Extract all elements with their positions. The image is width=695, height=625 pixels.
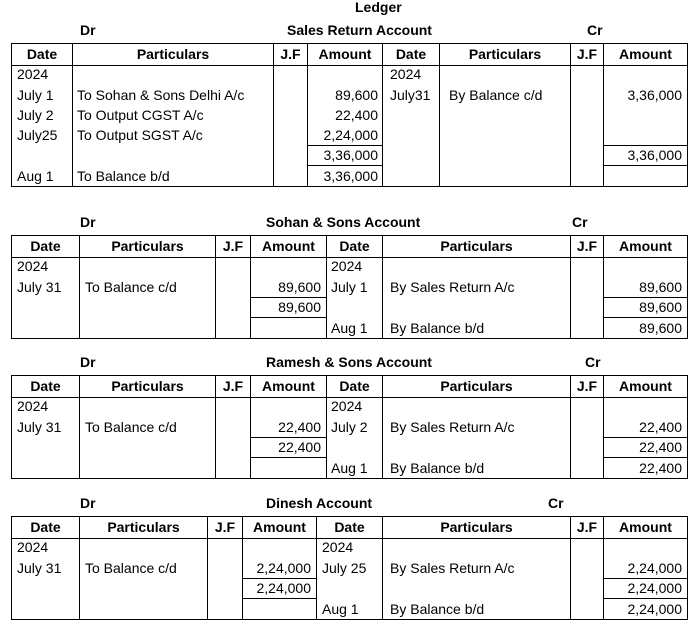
entry-particulars: By Balance b/d <box>390 460 485 476</box>
entry-particulars: By Sales Return A/c <box>390 419 515 435</box>
entry-date: July 1 <box>331 279 368 295</box>
entry-particulars: To Balance c/d <box>85 560 177 576</box>
debit-total: 2,24,000 <box>256 580 311 596</box>
dr-label: Dr <box>80 354 96 370</box>
year-cell: 2024 <box>17 66 49 82</box>
entry-amount: 2,24,000 <box>627 601 682 617</box>
header-amount: Amount <box>619 238 672 254</box>
cr-label: Cr <box>548 495 564 511</box>
header-amount: Amount <box>619 46 672 62</box>
entry-particulars: By Sales Return A/c <box>390 279 515 295</box>
entry-date: Aug 1 <box>331 460 368 476</box>
entry-date: July 2 <box>331 419 368 435</box>
year-cell: 2024 <box>331 398 363 414</box>
dr-label: Dr <box>80 214 96 230</box>
account-title: Ramesh & Sons Account <box>266 354 432 370</box>
account-title: Dinesh Account <box>266 495 373 511</box>
entry-particulars: To Sohan & Sons Delhi A/c <box>77 87 245 103</box>
header-particulars: Particulars <box>440 378 513 394</box>
year-cell: 2024 <box>390 66 422 82</box>
entry-date: July31 <box>390 87 431 103</box>
header-particulars: Particulars <box>136 46 210 62</box>
entry-amount: 89,600 <box>639 279 682 295</box>
entry-particulars: By Balance c/d <box>449 87 543 103</box>
header-particulars: Particulars <box>107 519 180 535</box>
entry-particulars: To Balance c/d <box>85 419 177 435</box>
entry-date: Aug 1 <box>17 168 54 184</box>
debit-total: 89,600 <box>278 299 321 315</box>
credit-total: 3,36,000 <box>627 147 682 163</box>
entry-date: July 31 <box>17 279 62 295</box>
header-jf: J.F <box>576 46 598 62</box>
entry-date: July 2 <box>17 107 54 123</box>
header-amount: Amount <box>619 378 672 394</box>
header-date: Date <box>339 238 370 254</box>
year-cell: 2024 <box>17 258 49 274</box>
header-amount: Amount <box>619 519 672 535</box>
entry-amount: 2,24,000 <box>323 127 378 143</box>
header-particulars: Particulars <box>440 519 513 535</box>
entry-particulars: By Balance b/d <box>390 601 485 617</box>
dr-label: Dr <box>80 22 96 38</box>
entry-amount: 22,400 <box>335 107 378 123</box>
header-date: Date <box>395 46 427 62</box>
page-title: Ledger <box>355 0 402 15</box>
header-amount: Amount <box>262 238 315 254</box>
entry-amount: 2,24,000 <box>256 560 311 576</box>
entry-amount: 22,400 <box>278 419 321 435</box>
header-jf: J.F <box>222 238 244 254</box>
header-date: Date <box>26 46 58 62</box>
entry-particulars: To Balance c/d <box>85 279 177 295</box>
header-jf: J.F <box>576 378 598 394</box>
year-cell: 2024 <box>322 539 354 555</box>
entry-amount: 3,36,000 <box>627 87 682 103</box>
entry-date: July 31 <box>17 560 62 576</box>
entry-amount: 89,600 <box>278 279 321 295</box>
entry-particulars: To Output CGST A/c <box>77 107 204 123</box>
entry-amount: 3,36,000 <box>323 168 378 184</box>
entry-date: July 25 <box>322 560 367 576</box>
header-particulars: Particulars <box>468 46 542 62</box>
entry-particulars: By Balance b/d <box>390 320 485 336</box>
header-date: Date <box>30 519 61 535</box>
entry-date: July25 <box>17 127 58 143</box>
entry-date: July 1 <box>17 87 54 103</box>
entry-date: Aug 1 <box>322 601 359 617</box>
entry-amount: 22,400 <box>639 460 682 476</box>
credit-total: 22,400 <box>639 439 682 455</box>
header-particulars: Particulars <box>111 238 184 254</box>
header-date: Date <box>30 238 61 254</box>
entry-amount: 89,600 <box>639 320 682 336</box>
debit-total: 3,36,000 <box>323 147 378 163</box>
credit-total: 2,24,000 <box>627 580 682 596</box>
header-date: Date <box>30 378 61 394</box>
header-jf: J.F <box>214 519 236 535</box>
header-particulars: Particulars <box>111 378 184 394</box>
entry-particulars: To Balance b/d <box>77 168 170 184</box>
header-date: Date <box>334 519 365 535</box>
entry-particulars: By Sales Return A/c <box>390 560 515 576</box>
account-title: Sohan & Sons Account <box>266 214 421 230</box>
header-amount: Amount <box>318 46 372 62</box>
header-amount: Amount <box>262 378 315 394</box>
header-date: Date <box>339 378 370 394</box>
entry-date: July 31 <box>17 419 62 435</box>
header-amount: Amount <box>253 519 306 535</box>
credit-total: 89,600 <box>639 299 682 315</box>
dr-label: Dr <box>80 495 96 511</box>
cr-label: Cr <box>587 22 603 38</box>
cr-label: Cr <box>572 214 588 230</box>
header-particulars: Particulars <box>440 238 513 254</box>
header-jf: J.F <box>280 46 301 62</box>
entry-particulars: To Output SGST A/c <box>77 127 203 143</box>
entry-date: Aug 1 <box>331 320 368 336</box>
header-jf: J.F <box>576 519 598 535</box>
header-jf: J.F <box>222 378 244 394</box>
year-cell: 2024 <box>331 258 363 274</box>
entry-amount: 22,400 <box>639 419 682 435</box>
year-cell: 2024 <box>17 539 49 555</box>
entry-amount: 89,600 <box>335 87 378 103</box>
account-title: Sales Return Account <box>287 22 432 38</box>
year-cell: 2024 <box>17 398 49 414</box>
cr-label: Cr <box>585 354 601 370</box>
header-jf: J.F <box>576 238 598 254</box>
entry-amount: 2,24,000 <box>627 560 682 576</box>
debit-total: 22,400 <box>278 439 321 455</box>
